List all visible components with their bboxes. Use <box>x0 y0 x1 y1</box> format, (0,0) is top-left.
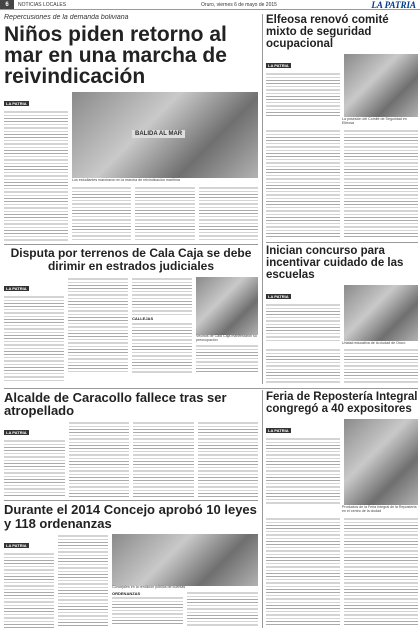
story-tag: LA PATRIA <box>6 286 27 292</box>
body-text <box>344 129 418 239</box>
story-photo <box>344 419 418 505</box>
newspaper-brand: LA PATRIA <box>371 0 416 10</box>
story-kicker: Repercusiones de la demanda boliviana <box>4 14 129 21</box>
story-feria-reposteria <box>266 391 418 627</box>
story-tag: LA PATRIA <box>6 430 27 435</box>
story-photo <box>72 92 258 178</box>
page-header <box>0 0 420 10</box>
body-text <box>187 591 258 627</box>
photo-caption: Productos de la Feria Integral de la Repostería en el centro de la ciudad <box>342 505 417 514</box>
body-text <box>266 303 340 341</box>
story-elfeosa <box>266 14 418 239</box>
body-text <box>344 517 418 627</box>
body-text <box>266 517 340 627</box>
body-text <box>132 277 192 315</box>
body-text <box>4 295 64 383</box>
subhead: ORDENANZAS <box>112 591 141 597</box>
body-text <box>344 348 418 383</box>
body-text <box>112 596 183 626</box>
story-headline: Alcalde de Caracollo fallece tras ser atropellado <box>4 391 227 418</box>
story-tag: LA PATRIA <box>6 543 27 549</box>
body-text <box>68 277 128 373</box>
body-text <box>196 344 258 374</box>
story-alcalde-caracollo <box>4 391 258 497</box>
story-ninos-marcha <box>4 14 258 242</box>
story-tag: LA PATRIA <box>268 63 289 69</box>
photo-caption: Los estudiantes marcharon en la marcha de reivindicación marítima <box>72 178 180 182</box>
body-text <box>4 439 65 497</box>
story-headline: Disputa por terrenos de Cala Caja se debe dirimir en estrados judiciales <box>10 247 252 274</box>
subhead: CALLEJAS <box>132 316 154 322</box>
photo-caption: Vecinos de Cala Caja manifestaron su preocupación <box>196 334 257 343</box>
story-photo <box>344 285 418 341</box>
story-headline: Feria de Repostería Integral congregó a 40 expositores <box>266 391 418 416</box>
story-concurso-escuelas <box>266 245 418 383</box>
story-headline: Niños piden retorno al mar en una marcha de reivindicación <box>4 23 227 88</box>
body-text <box>69 421 130 497</box>
body-text <box>4 110 68 242</box>
story-tag: LA PATRIA <box>268 294 289 300</box>
body-text <box>135 186 194 242</box>
photo-caption: Unidad educativa de la ciudad de Oruro <box>342 341 406 346</box>
story-headline: Durante el 2014 Concejo aprobó 10 leyes y 118 ordenanzas <box>4 503 257 531</box>
issue-date: Oruro, viernes 6 de mayo de 2015 <box>201 1 277 8</box>
section-name: NOTICIAS LOCALES <box>18 1 67 8</box>
page-number: 6 <box>0 0 14 9</box>
body-text <box>198 421 259 497</box>
body-text <box>266 437 340 505</box>
story-tag: LA PATRIA <box>268 428 289 434</box>
story-photo <box>344 54 418 117</box>
story-cala-caja <box>4 247 258 383</box>
story-photo <box>196 277 258 335</box>
story-photo <box>112 534 258 586</box>
photo-banner-text: BALIDA AL MAR <box>132 130 185 138</box>
body-text <box>266 348 340 383</box>
body-text <box>266 129 340 239</box>
body-text <box>199 186 258 242</box>
story-headline: Elfeosa renovó comité mixto de seguridad ocupacional <box>266 14 389 51</box>
story-headline: Inician concurso para incentivar cuidado de las escuelas <box>266 245 404 282</box>
photo-caption: Concejales en la rendición pública de cuentas <box>112 585 186 590</box>
story-tag: LA PATRIA <box>6 101 27 106</box>
photo-caption: La posesión del Comité de Seguridad en Elfeosa <box>342 117 407 126</box>
body-text <box>133 421 194 497</box>
body-text <box>72 186 131 242</box>
body-text <box>4 552 54 628</box>
body-text <box>266 72 340 117</box>
story-concejo-leyes <box>4 503 258 628</box>
body-text <box>58 534 108 628</box>
body-text <box>132 322 192 374</box>
